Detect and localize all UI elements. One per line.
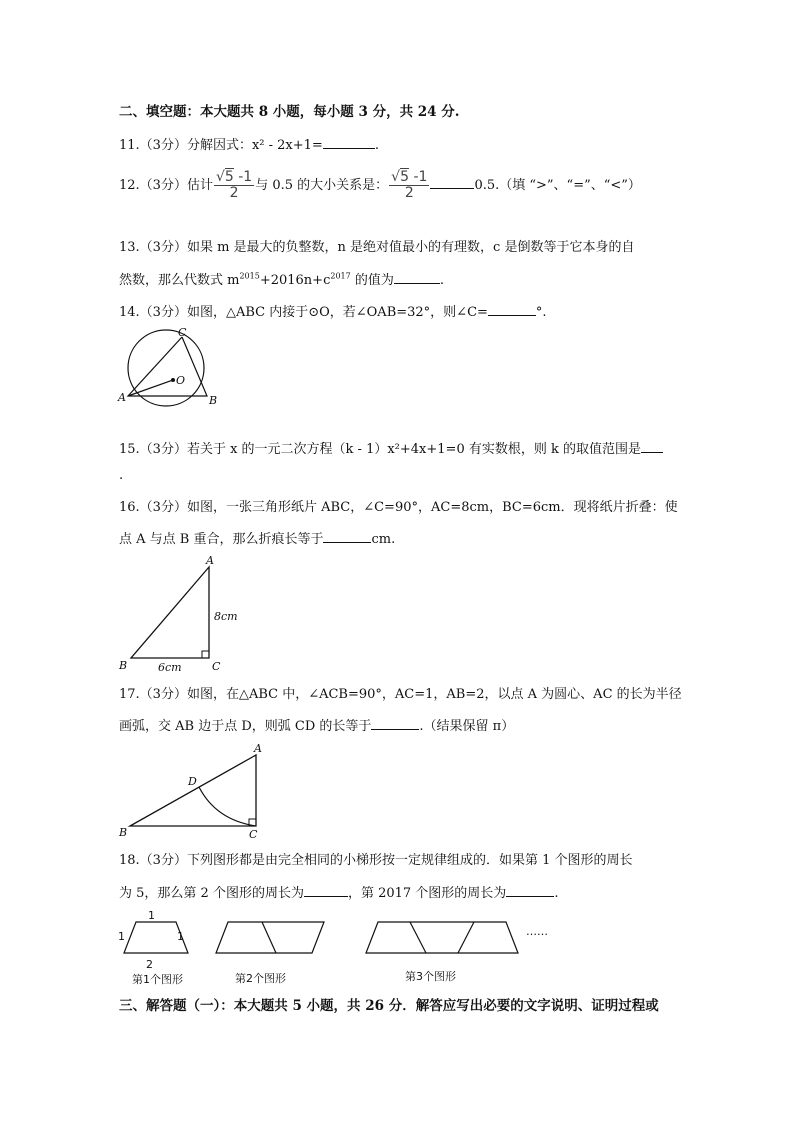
question-13-line1: 13.（3分）如果 m 是最大的负整数，n 是绝对值最小的有理数，c 是倒数等于它本身的自: [119, 240, 635, 255]
q18-label-right: 1: [177, 930, 184, 943]
q13-answer-blank: [394, 272, 440, 284]
q16-triangle-figure: [116, 552, 246, 676]
question-15-line1: 15.（3分）若关于 x 的一元二次方程（k - 1）x²+4x+1=0 有实数根，则 k 的取值范围是: [119, 441, 663, 458]
q11-end: .: [374, 138, 379, 153]
question-11: [119, 137, 379, 154]
q12-answer-blank: [430, 177, 474, 189]
q12-mid: 与 0.5 的大小关系是：: [255, 178, 389, 193]
q17-arc-figure: [116, 740, 276, 842]
section2-heading: 二、填空题：本大题共 8 小题，每小题 3 分，共 24 分.: [119, 104, 460, 120]
q18-caption-2: 第2个图形: [235, 972, 286, 985]
q14-label-c: C: [178, 326, 187, 339]
question-17-line1: 17.（3分）如图，在△ABC 中，∠ACB=90°，AC=1，AB=2，以点 A 为圆心、AC 的长为半径: [119, 687, 682, 702]
q15-answer-blank: [641, 441, 663, 453]
q14-label-a: A: [118, 391, 126, 404]
question-16-line2: 点 A 与点 B 重合，那么折痕长等于 cm.: [119, 532, 396, 547]
q12-suffix: 0.5.（填 “>”、“=”、“<”）: [474, 178, 641, 193]
question-12: [119, 170, 641, 201]
q18-label-top: 1: [148, 909, 155, 922]
q16-label-c: C: [212, 660, 221, 673]
q16-label-b: B: [119, 659, 128, 672]
question-17-line2: 画弧，交 AB 边于点 D，则弧 CD 的长等于 .（结果保留 π）: [119, 719, 515, 734]
q17-label-b: B: [119, 826, 128, 839]
q12-prefix: 12.（3分）估计: [119, 178, 213, 193]
q12-fraction-2: $\frac{√5 -1}{2}$: [391, 169, 428, 201]
question-14: 14.（3分）如图，△ABC 内接于⊙O，若∠OAB=32°，则∠C= °.: [119, 305, 547, 320]
q16-label-a: A: [206, 554, 214, 567]
question-18-line2: 为 5，那么第 2 个图形的周长为 ，第 2017 个图形的周长为 .: [119, 886, 559, 901]
q11-text: 11.（3分）分解因式：x² - 2x+1=: [119, 138, 323, 153]
q17-label-d: D: [188, 775, 197, 788]
q11-answer-blank: [323, 137, 375, 149]
q18-caption-1: 第1个图形: [132, 973, 183, 986]
q17-label-a: A: [254, 742, 262, 755]
q14-label-b: B: [209, 394, 218, 407]
q17-answer-blank: [371, 718, 419, 730]
q18-label-bottom: 2: [146, 958, 153, 971]
q16-label-6cm: 6cm: [158, 661, 182, 674]
q18-ellipsis: ……: [526, 925, 548, 938]
q18-answer-blank-2: [506, 885, 554, 897]
question-13-line2: 然数，那么代数式 $m^{2015}+2016n+c^{2017}$ 的值为 .: [119, 271, 444, 288]
q18-label-left: 1: [118, 930, 125, 943]
q14-circle-figure: [116, 326, 216, 408]
q16-label-8cm: 8cm: [214, 610, 238, 623]
q18-caption-3: 第3个图形: [405, 970, 456, 983]
question-16-line1: 16.（3分）如图，一张三角形纸片 ABC，∠C=90°，AC=8cm，BC=6cm．现将纸片折叠：使: [119, 500, 678, 515]
q14-label-o: O: [176, 374, 186, 387]
q12-fraction-1: $\frac{√5 -1}{2}$: [215, 169, 253, 201]
q18-trapezoid-figures: [116, 906, 556, 990]
question-18-line1: 18.（3分）下列图形都是由完全相同的小梯形按一定规律组成的．如果第 1 个图形的周长: [119, 853, 633, 868]
q18-answer-blank-1: [304, 885, 348, 897]
q14-answer-blank: [488, 304, 536, 316]
section3-heading: 三、解答题（一）：本大题共 5 小题，共 26 分．解答应写出必要的文字说明、证明过程或: [119, 998, 659, 1014]
question-15-line2: .: [119, 468, 124, 483]
q17-label-c: C: [249, 828, 258, 841]
q16-answer-blank: [323, 531, 371, 543]
